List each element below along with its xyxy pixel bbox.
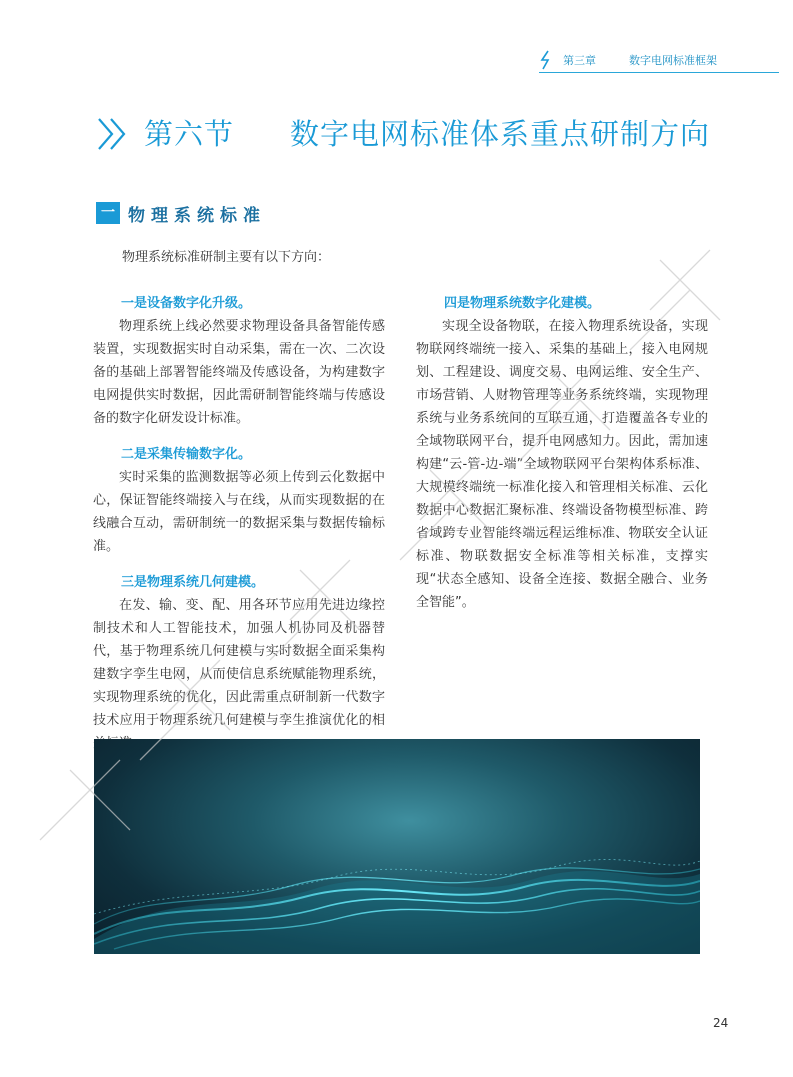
- subsection-title: 物理系统标准: [128, 206, 266, 226]
- left-column: [93, 292, 385, 768]
- double-chevron-icon: [96, 116, 132, 152]
- wave-graphic: [94, 739, 700, 954]
- intro-text: 物理系统标准研制主要有以下方向：: [122, 250, 331, 265]
- section-title: 数字电网标准体系重点研制方向: [290, 117, 711, 151]
- section-heading: [96, 112, 736, 156]
- running-header: [539, 50, 779, 73]
- item-body: 在发、输、变、配、用各环节应用先进边缘控制技术和人工智能技术，加强人机协同及机器替代，基于物理系统几何建模与实时数据全面采集构建数字孪生电网，从而使信息系统赋能物理系统，实现物理系统的优化，因此需重点研制新一代数字技术应用于物理系统几何建模与孪生推演优化的相: [93, 598, 385, 728]
- item-heading: 四是物理系统数字化建模。: [444, 296, 601, 311]
- lightning-icon: [539, 50, 553, 70]
- subsection-heading: [96, 201, 396, 225]
- item-heading: 三是物理系统几何建模。: [121, 575, 265, 590]
- item-body: 实时采集的监测数据等必须上传到云化数据中心，保证智能终端接入与在线，从而实现数据的在线融合互动，需研制统一的数据采集与数据传输标准。: [93, 470, 385, 554]
- chapter-title: 数字电网标准框架: [629, 54, 717, 67]
- item-heading: 一是设备数字化升级。: [121, 296, 252, 311]
- section-number: 第六节: [144, 117, 235, 151]
- right-column: [416, 292, 708, 627]
- subsection-badge: 一: [96, 202, 120, 224]
- chapter-label: 第三章: [563, 54, 596, 67]
- digital-wave-image: [94, 739, 700, 954]
- item-body: 物理系统上线必然要求物理设备具备智能传感装置，实现数据实时自动采集，需在一次、二次设备的基础上部署智能终端及传感设备，为构建数字电网提供实时数据，因此需研制智能终端与传感设备的数字化研发设计标准。: [93, 319, 385, 426]
- item-heading: 二是采集传输数字化。: [121, 447, 252, 462]
- page-number: 24: [713, 1016, 729, 1030]
- item-body: 实现全设备物联，在接入物理系统设备，实现物联网终端统一接入、采集的基础上，接入电网规划、工程建设、调度交易、电网运维、安全生产、市场营销、人财物管理等业务系统终端，实现物理系统与业务系统间的互联互通，打造覆盖各专业的全域物联网平台，提升电网感知力。因此，需加速构建“云-管-边-端”全域物联网平台架构体系标准、大规模终端统一标准化接入和管理相关标准、云化数据中心数据汇聚标准、终端设备物模型标准、跨省域跨专业智能终端远程运维标准、物联安全认证标准、物联数据安全标准等相关标准，支撑实现“状态全感知、设备全连接、数据全融合、业务全智能”。: [416, 319, 708, 610]
